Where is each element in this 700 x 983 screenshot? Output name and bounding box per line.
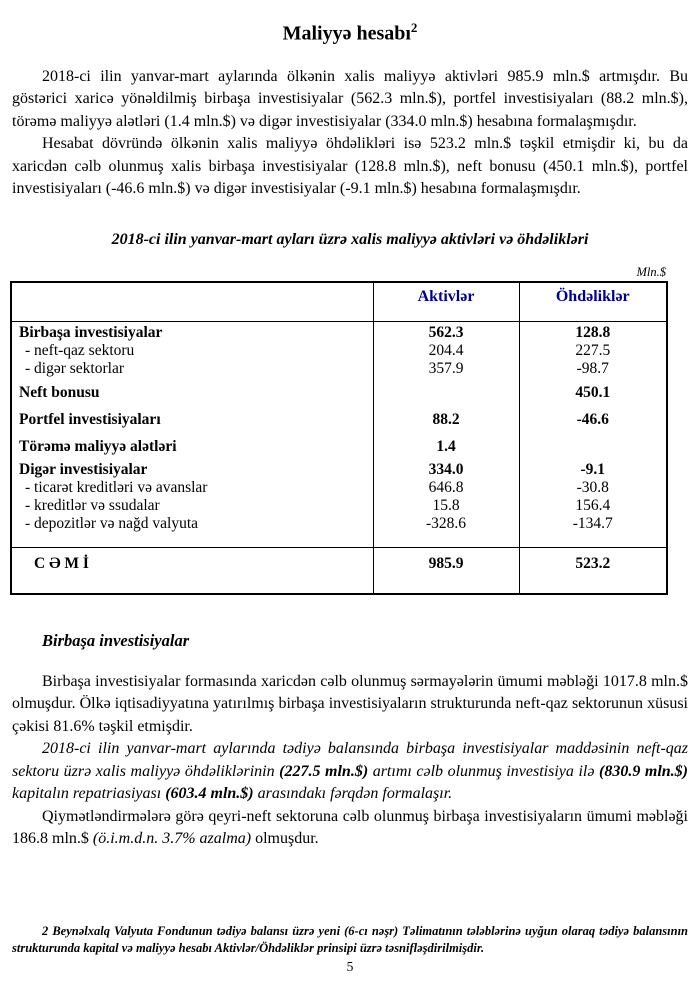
table-row	[11, 497, 667, 515]
total-assets-value: 985.9	[373, 547, 519, 594]
row-label: Neft bonusu	[19, 383, 100, 401]
financial-table	[10, 281, 668, 595]
table-header-row	[11, 282, 667, 322]
row-assets-value: 204.4	[373, 342, 519, 360]
row-assets-value: 1.4	[373, 432, 519, 459]
footnote	[12, 923, 688, 957]
section-heading-direct-investments: Birbaşa investisiyalar	[42, 630, 190, 650]
row-liabilities-value: -134.7	[572, 514, 613, 532]
direct-investments-paragraph-3	[12, 806, 688, 851]
text-segment: 2018-ci ilin yanvar-mart aylarında tədiyə balansında birbaşa investisiyalar maddəsinin neft-qaz sektoru üzrə xalis maliyyə öhdəliklərinin	[12, 740, 688, 780]
row-assets-value: 88.2	[373, 405, 519, 432]
row-assets-value: 562.3	[373, 321, 519, 342]
table-row	[11, 342, 667, 360]
table-unit-label: Mln.$	[636, 264, 666, 279]
row-assets-value: 15.8	[373, 497, 519, 515]
row-liabilities-value: 156.4	[575, 496, 611, 514]
intro-paragraph-1: 2018-ci ilin yanvar-mart aylarında ölkənin xalis maliyyə aktivləri 985.9 mln.$ artmışdır. Bu göstərici xaricə yönəldilmiş birbaşa investisiyalar (562.3 mln.$), portfel investisiyaları (88.2 mln.$), törəmə maliyyə alətləri (1.4 mln.$) və digər investisiyalar (334.0 mln.$) hesabına formalaşmışdır.	[12, 67, 688, 130]
total-row-label: C Ə M İ	[11, 547, 373, 594]
row-assets-value	[373, 378, 519, 405]
table-row	[11, 432, 667, 459]
row-liabilities-value: 450.1	[575, 383, 611, 401]
row-label: Törəmə maliyyə alətləri	[19, 437, 177, 455]
text-segment: olmuşdur.	[251, 830, 319, 848]
table-row	[11, 479, 667, 497]
table-row	[11, 360, 667, 378]
col-header-liabilities: Öhdəliklər	[519, 282, 667, 322]
footnote-text: Beynəlxalq Valyuta Fondunun tədiyə balansı üzrə yeni (6-cı nəşr) Təlimatının tələblərinə uyğun olaraq tədiyə balansının strukturunda kapital və maliyyə hesabı Aktivlər/Öhdəliklər prinsipi üzrə təsnifləşdirilmişdir.	[12, 924, 688, 955]
bold-value-segment: (830.9 mln.$)	[599, 762, 688, 780]
table-row	[11, 459, 667, 479]
page-number: 5	[346, 959, 354, 974]
row-label: Digər investisiyalar	[19, 460, 148, 478]
table-total-row	[11, 547, 667, 594]
text-segment: Qiymətləndirmələrə görə qeyri-neft sektoruna cəlb olunmuş birbaşa investisiyaların ümumi məbləği 186.8 mln.$	[12, 807, 688, 848]
page-title-text: Maliyyə hesabı	[282, 22, 411, 45]
text-segment: kapitalın repatriasiyası	[12, 785, 166, 803]
total-liabilities-value: 523.2	[519, 547, 667, 594]
row-liabilities-value	[519, 432, 667, 459]
row-liabilities-value: 227.5	[575, 341, 611, 359]
direct-investments-paragraph-1: Birbaşa investisiyalar formasında xaricdən cəlb olunmuş sərmayələrin ümumi məbləği 1017.8 mln.$ olmuşdur. Ölkə iqtisadiyyatına yatırılmış birbaşa investisiyaların strukturunda neft-qaz sektorunun xüsusi çəkisi 81.6% təşkil etmişdir.	[12, 672, 688, 735]
row-assets-value: 646.8	[373, 479, 519, 497]
table-row	[11, 405, 667, 432]
row-label: - neft-qaz sektoru	[25, 341, 135, 359]
table-corner-cell	[11, 282, 373, 322]
row-label: - digər sektorlar	[25, 359, 124, 377]
row-assets-value: 357.9	[373, 360, 519, 378]
row-assets-value: 334.0	[373, 459, 519, 479]
row-label: - kreditlər və ssudalar	[25, 496, 160, 514]
row-liabilities-value: -9.1	[580, 460, 606, 478]
text-segment: artımı cəlb olunmuş investisiya ilə	[368, 762, 599, 780]
row-label: Portfel investisiyaları	[19, 410, 161, 428]
financial-table-wrap	[10, 281, 688, 595]
bold-value-segment: (227.5 mln.$)	[279, 762, 369, 780]
row-label: - depozitlər və nağd valyuta	[25, 514, 199, 532]
intro-paragraph-2: Hesabat dövründə ölkənin xalis maliyyə öhdəlikləri isə 523.2 mln.$ təşkil etmişdir ki, bu da xaricdən cəlb olunmuş xalis birbaşa investisiyalar (128.8 mln.$), neft bonusu (450.1 mln.$), portfel investisiyaları (-46.6 mln.$) və digər investisiyalar (-9.1 mln.$) hesabına formalaşmışdır.	[12, 135, 688, 198]
row-liabilities-value: 128.8	[575, 323, 611, 341]
table-row	[11, 515, 667, 548]
table-row	[11, 321, 667, 342]
row-liabilities-value: -30.8	[576, 478, 609, 496]
row-liabilities-value: -98.7	[576, 359, 609, 377]
row-liabilities-value: -46.6	[576, 410, 609, 428]
page-title	[12, 20, 688, 46]
text-segment: arasındakı fərqdən formalaşır.	[253, 785, 453, 803]
italic-note-segment: (ö.i.m.d.n. 3.7% azalma)	[92, 830, 252, 848]
table-row	[11, 378, 667, 405]
direct-investments-paragraph-2	[12, 738, 688, 806]
row-label: - ticarət kreditləri və avanslar	[25, 478, 208, 496]
table-caption: 2018-ci ilin yanvar-mart ayları üzrə xalis maliyyə aktivləri və öhdəlikləri	[111, 230, 589, 248]
footnote-marker: 2	[42, 924, 49, 938]
title-footnote-ref: 2	[410, 20, 418, 35]
bold-value-segment: (603.4 mln.$)	[165, 785, 254, 803]
row-assets-value: -328.6	[373, 515, 519, 548]
col-header-assets: Aktivlər	[373, 282, 519, 322]
row-label: Birbaşa investisiyalar	[19, 323, 163, 341]
